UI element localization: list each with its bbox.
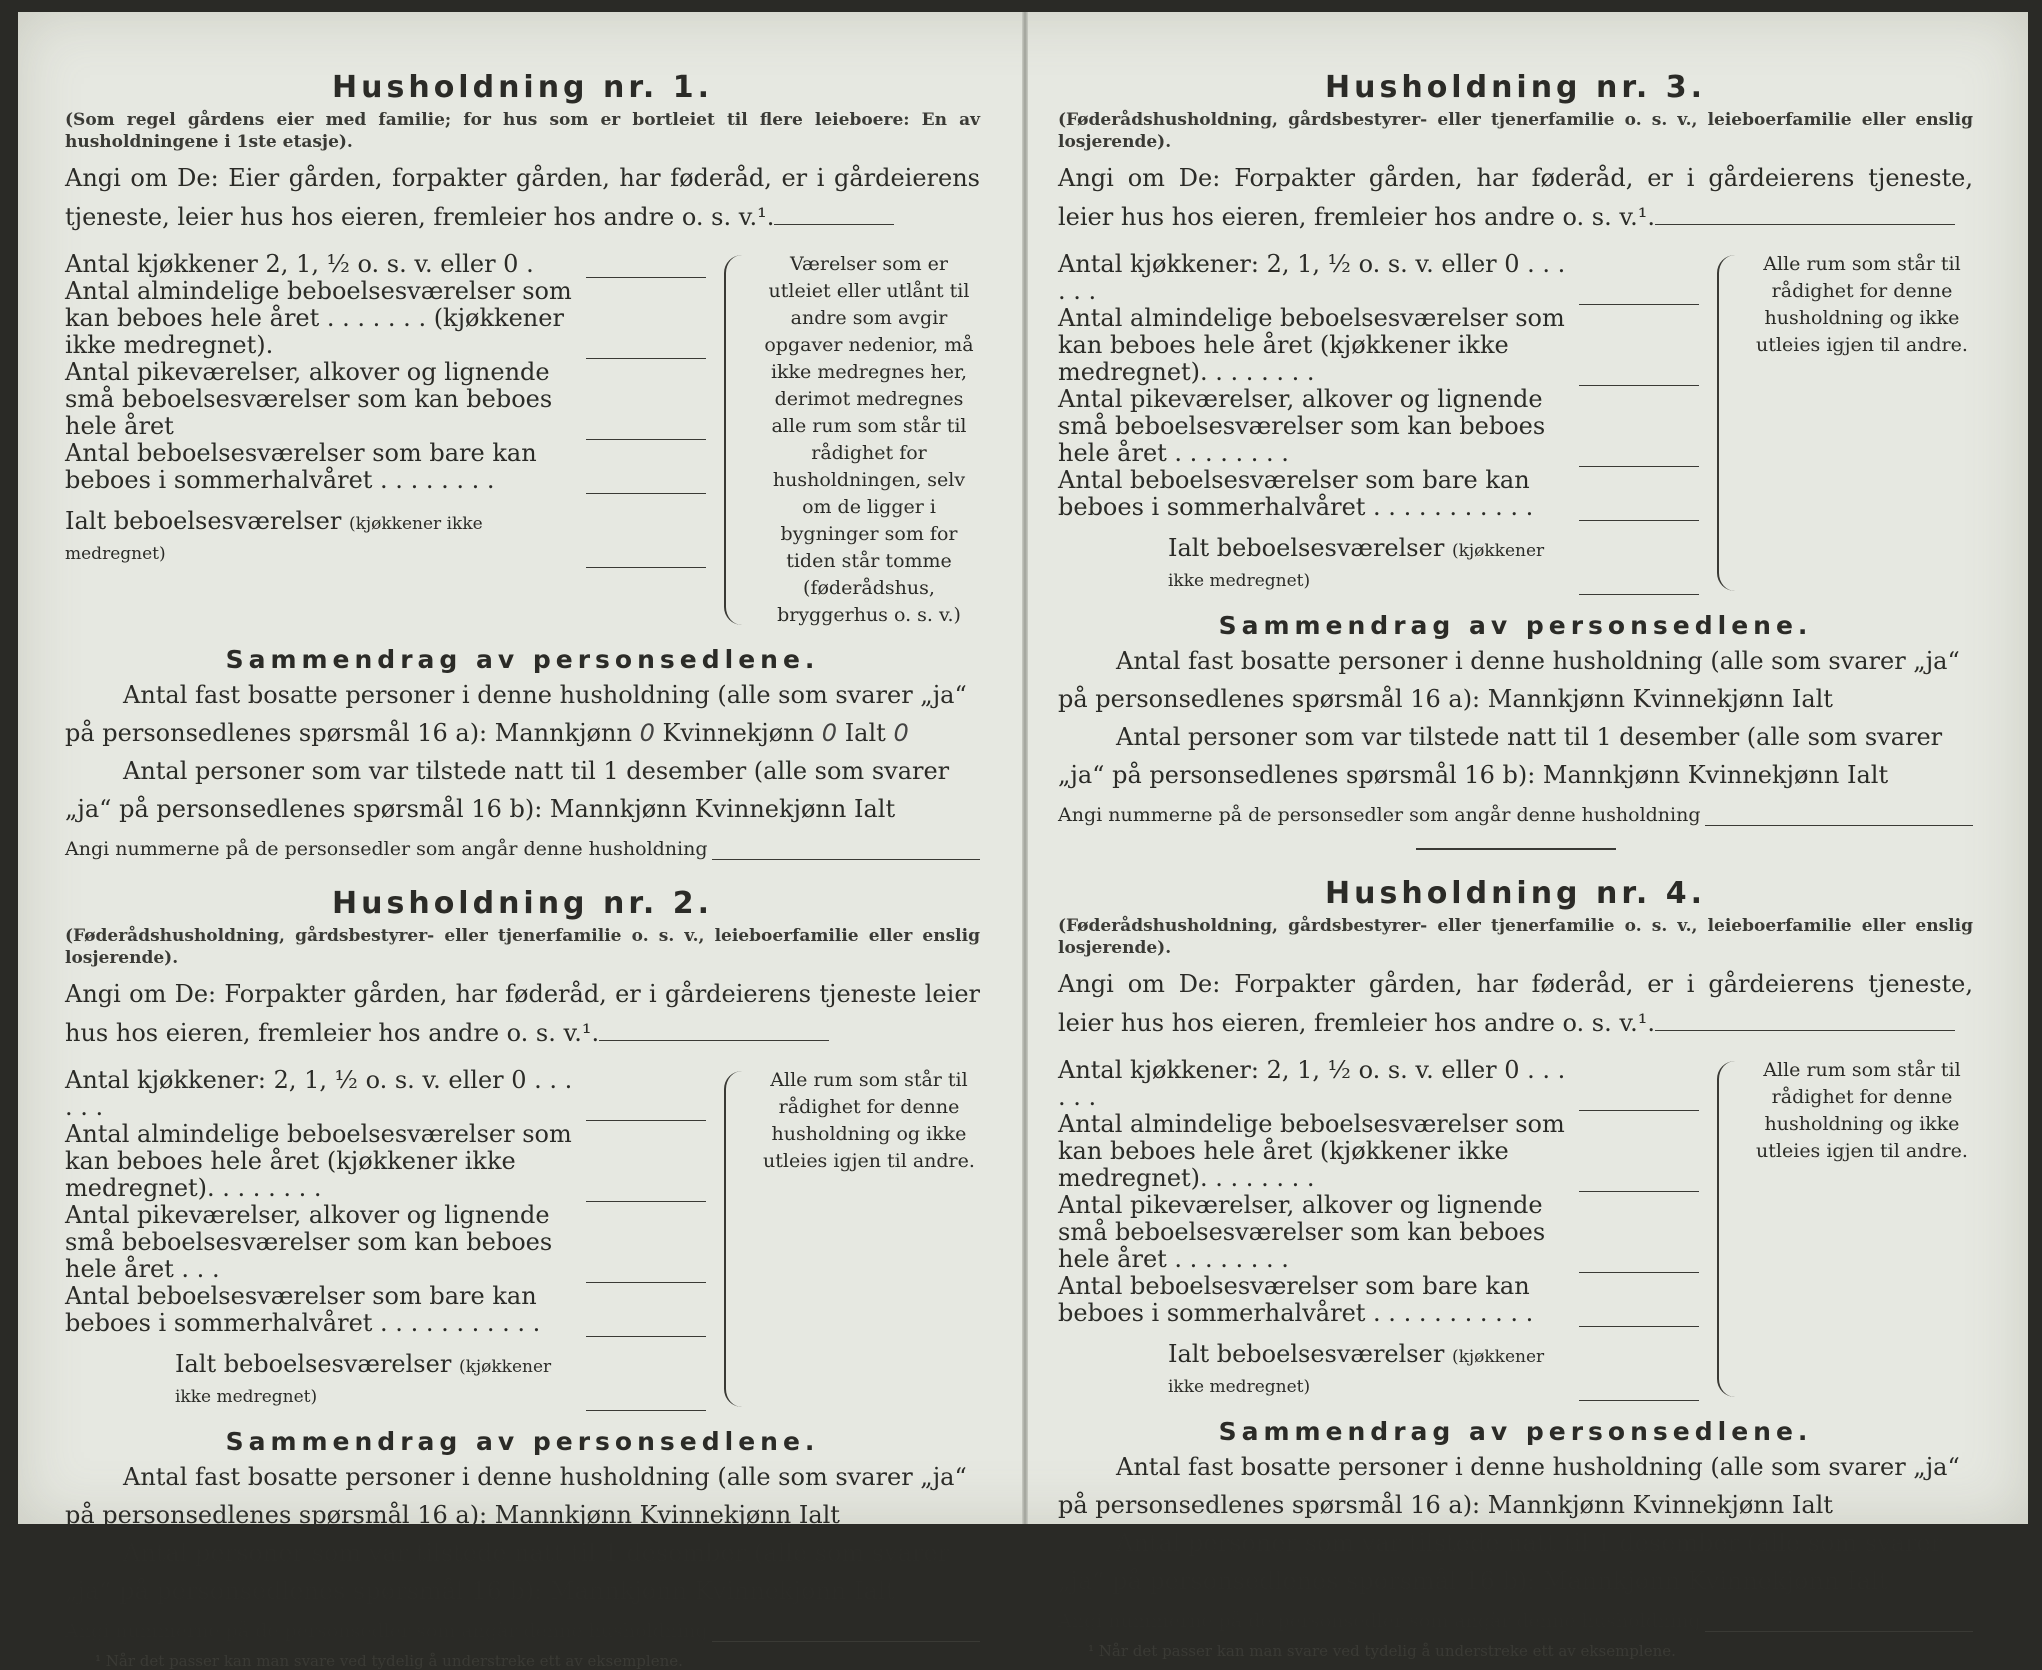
side-note: Alle rum som står til rådighet for denne husholdning og ikke utleies igjen til andre. <box>1756 1059 1968 1162</box>
room-answer-field[interactable] <box>586 1179 706 1202</box>
rooms-block <box>1058 1057 1973 1401</box>
rooms-total-field[interactable] <box>1579 572 1699 595</box>
household-title: Husholdning nr. 4. <box>1325 876 1706 911</box>
rooms-block <box>65 251 980 629</box>
room-answer-field[interactable] <box>1579 1304 1699 1327</box>
rooms-total-row <box>1058 535 1703 595</box>
summary-16b <box>65 752 980 828</box>
rooms-list <box>65 251 710 629</box>
household-title: Husholdning nr. 2. <box>332 886 713 921</box>
household-title: Husholdning nr. 1. <box>332 70 713 105</box>
room-row <box>65 1283 710 1337</box>
room-label: Antal almindelige beboelsesværelser som kan beboes hele året (kjøkkener ikke medregnet). . . . . . . . <box>1058 1110 1565 1192</box>
angi-question <box>65 159 980 237</box>
room-label: Antal beboelsesværelser som bare kan beboes i sommerhalvåret . . . . . . . . . . . <box>65 1282 541 1337</box>
room-label: Antal kjøkkener: 2, 1, ½ o. s. v. eller 0 . . . . . . <box>1058 250 1566 305</box>
room-row <box>65 1121 710 1202</box>
total-small: (kjøkkener ikke medregnet) <box>1168 541 1545 591</box>
room-answer-field[interactable] <box>1579 282 1699 305</box>
room-label: Antal kjøkkener: 2, 1, ½ o. s. v. eller 0 . . . . . . <box>65 1066 573 1121</box>
summary-16b <box>1058 1524 1973 1600</box>
nummer-field[interactable] <box>1705 1617 1973 1632</box>
ialt-16a-field[interactable] <box>893 719 908 747</box>
household-note: (Føderådshusholdning, gårdsbestyrer- eller tjenerfamilie o. s. v., leieboerfamilie eller enslig losjerende). <box>1058 110 1973 152</box>
kvinnekjonn-label: Kvinnekjønn <box>639 1501 792 1529</box>
side-note: Værelser som er utleiet eller utlånt til andre som avgir opgaver nedenior, må ikke medregnes her, derimot medregnes alle rum som står til rådighet for husholdningen, selv om de ligger i bygninger som for tiden står tomme (føderådshus, bryggerhus o. s. v.) <box>764 253 974 626</box>
room-row <box>1058 386 1703 467</box>
kvinnekjonn-label: Kvinnekjønn <box>694 1577 847 1605</box>
rooms-total-label <box>1168 1341 1573 1401</box>
summary-16a-text: Antal fast bosatte personer i denne husholdning (alle som svarer „ja“ på personsedlenes spørsmål 16 a): Mannkjønn <box>65 1463 967 1529</box>
room-answer-field[interactable] <box>1579 498 1699 521</box>
ialt-label: Ialt <box>1846 761 1889 789</box>
handwritten-value: 0 <box>893 719 909 747</box>
nummer-label: Angi nummerne på de personsedler som angår denne husholdning <box>65 838 708 860</box>
ialt-label: Ialt <box>1846 1567 1889 1595</box>
ialt-label: Ialt <box>798 1501 840 1529</box>
side-note: Alle rum som står til rådighet for denne husholdning og ikke utleies igjen til andre. <box>1756 253 1968 356</box>
angi-question <box>1058 159 1973 237</box>
summary-16a-text: Antal fast bosatte personer i denne husholdning (alle som svarer „ja“ på personsedlenes spørsmål 16 a): Mannkjønn <box>1058 647 1960 713</box>
room-row <box>1058 251 1703 305</box>
kvinnekjonn-label: Kvinnekjønn <box>1687 1567 1840 1595</box>
household-3 <box>1058 70 1973 850</box>
angi-text: Angi om De: Forpakter gården, har føderåd, er i gårdeierens tjeneste, leier hus hos eieren, fremleier hos andre o. s. v.¹. <box>1058 164 1973 231</box>
room-label: Antal pikeværelser, alkover og lignende små beboelsesværelser som kan beboes hele året . . . . . . . . <box>1058 1191 1546 1273</box>
room-row <box>1058 1111 1703 1192</box>
room-row <box>1058 305 1703 386</box>
room-label: Antal pikeværelser, alkover og lignende små beboelsesværelser som kan beboes hele året <box>65 358 553 440</box>
room-answer-field[interactable] <box>1579 1250 1699 1273</box>
mannkjonn-16a-field[interactable] <box>640 719 655 747</box>
summary-16a <box>1058 642 1973 718</box>
nummer-row <box>65 1620 980 1642</box>
summary-title: Sammendrag av personsedlene. <box>1218 611 1813 640</box>
summary-16a-text: Antal fast bosatte personer i denne husholdning (alle som svarer „ja“ på personsedlenes spørsmål 16 a): Mannkjønn <box>65 681 967 747</box>
total-text: Ialt beboelsesværelser <box>1168 534 1445 562</box>
angi-answer-field[interactable] <box>1655 1012 1955 1031</box>
handwritten-value: 0 <box>639 719 655 747</box>
room-row <box>65 359 710 440</box>
kvinnekjonn-label: Kvinnekjønn <box>1632 685 1785 713</box>
room-answer-field[interactable] <box>586 336 706 359</box>
kvinnekjonn-label: Kvinnekjønn <box>694 795 847 823</box>
summary-16a <box>1058 1448 1973 1524</box>
room-row <box>1058 1057 1703 1111</box>
rooms-total-label <box>175 1351 580 1411</box>
summary-16b <box>1058 718 1973 794</box>
total-text: Ialt beboelsesværelser <box>65 507 342 535</box>
brace <box>724 1071 752 1407</box>
rooms-list <box>1058 251 1703 595</box>
brace <box>724 255 752 625</box>
room-answer-field[interactable] <box>586 255 706 278</box>
total-small: (kjøkkener ikke medregnet) <box>175 1357 552 1407</box>
summary-16b-text: Antal personer som var tilstede natt til 1 desember (alle som svarer „ja“ på personsedlenes spørsmål 16 b): Mannkjønn <box>65 757 950 823</box>
handwritten-value: 0 <box>821 719 838 747</box>
room-label: Antal almindelige beboelsesværelser som kan beboes hele året (kjøkkener ikke medregnet). . . . . . . . <box>65 1120 572 1202</box>
rooms-total-label <box>65 508 580 568</box>
brace <box>1717 255 1745 591</box>
kvinnekjonn-label: Kvinnekjønn <box>662 719 815 747</box>
room-answer-field[interactable] <box>1579 363 1699 386</box>
room-answer-field[interactable] <box>1579 444 1699 467</box>
household-note: (Føderådshusholdning, gårdsbestyrer- eller tjenerfamilie o. s. v., leieboerfamilie eller enslig losjerende). <box>65 926 980 968</box>
nummer-label: Angi nummerne på de personsedler som angår denne husholdning <box>65 1620 708 1642</box>
room-label: Antal kjøkkener 2, 1, ½ o. s. v. eller 0 . <box>65 250 534 278</box>
summary-title: Sammendrag av personsedlene. <box>1218 1417 1813 1446</box>
ialt-label: Ialt <box>1791 685 1833 713</box>
room-row <box>65 1202 710 1283</box>
room-row <box>1058 1273 1703 1327</box>
total-small: (kjøkkener ikke medregnet) <box>1168 1347 1545 1397</box>
room-row <box>1058 1192 1703 1273</box>
household-1 <box>65 70 980 860</box>
right-page <box>1058 70 1973 1660</box>
angi-question <box>65 975 980 1053</box>
nummer-field[interactable] <box>1705 811 1973 826</box>
room-label: Antal beboelsesværelser som bare kan beboes i sommerhalvåret . . . . . . . . . . . <box>1058 1272 1534 1327</box>
household-title: Husholdning nr. 3. <box>1325 70 1706 105</box>
ialt-label: Ialt <box>853 795 896 823</box>
ialt-label: Ialt <box>844 719 886 747</box>
ialt-label: Ialt <box>1791 1491 1833 1519</box>
rooms-total-label <box>1168 535 1573 595</box>
nummer-field[interactable] <box>712 1627 980 1642</box>
rooms-list <box>1058 1057 1703 1401</box>
room-answer-field[interactable] <box>586 1098 706 1121</box>
angi-question <box>1058 965 1973 1043</box>
household-note: (Som regel gårdens eier med familie; for hus som er bortleiet til flere leieboere: En av husholdningene i 1ste etasje). <box>65 110 980 152</box>
brace <box>1717 1061 1745 1397</box>
room-label: Antal kjøkkener: 2, 1, ½ o. s. v. eller 0 . . . . . . <box>1058 1056 1566 1111</box>
kvinnekjonn-16a-field[interactable] <box>822 719 837 747</box>
household-2 <box>65 886 980 1670</box>
section-divider <box>1416 848 1616 850</box>
summary-title: Sammendrag av personsedlene. <box>225 1427 820 1456</box>
side-note: Alle rum som står til rådighet for denne husholdning og ikke utleies igjen til andre. <box>763 1069 975 1172</box>
summary-16b-text: Antal personer som var tilstede natt til 1 desember (alle som svarer „ja“ på personsedlenes spørsmål 16 b): Mannkjønn <box>65 1539 950 1605</box>
kvinnekjonn-label: Kvinnekjønn <box>1632 1491 1785 1519</box>
summary-title: Sammendrag av personsedlene. <box>225 645 820 674</box>
rooms-block <box>65 1067 980 1411</box>
angi-answer-field[interactable] <box>774 206 894 225</box>
nummer-field[interactable] <box>712 845 980 860</box>
room-label: Antal beboelsesværelser som bare kan beboes i sommerhalvåret . . . . . . . . <box>65 439 537 494</box>
room-label: Antal pikeværelser, alkover og lignende små beboelsesværelser som kan beboes hele året . . . . . . . . <box>1058 385 1546 467</box>
household-note: (Føderådshusholdning, gårdsbestyrer- eller tjenerfamilie o. s. v., leieboerfamilie eller enslig losjerende). <box>1058 916 1973 958</box>
room-answer-field[interactable] <box>586 471 706 494</box>
room-answer-field[interactable] <box>1579 1088 1699 1111</box>
summary-16a <box>65 1458 980 1534</box>
room-answer-field[interactable] <box>1579 1169 1699 1192</box>
nummer-row <box>1058 1610 1973 1632</box>
ialt-label: Ialt <box>853 1577 896 1605</box>
page-fold <box>1022 12 1028 1524</box>
room-label: Antal pikeværelser, alkover og lignende små beboelsesværelser som kan beboes hele året . . . <box>65 1201 553 1283</box>
nummer-label: Angi nummerne på de personsedler som angår denne husholdning <box>1058 804 1701 826</box>
room-label: Antal almindelige beboelsesværelser som kan beboes hele året (kjøkkener ikke medregnet). . . . . . . . <box>1058 304 1565 386</box>
rooms-total-field[interactable] <box>1579 1378 1699 1401</box>
left-page <box>65 70 980 1670</box>
rooms-total-field[interactable] <box>586 1388 706 1411</box>
room-label: Antal almindelige beboelsesværelser som kan beboes hele året . . . . . . . (kjøkkener ikke medregnet). <box>65 277 572 359</box>
rooms-list <box>65 1067 710 1411</box>
rooms-total-row <box>65 1351 710 1411</box>
total-small: (kjøkkener ikke medregnet) <box>65 514 483 564</box>
angi-text: Angi om De: Eier gården, forpakter gården, har føderåd, er i gårdeierens tjeneste, leier hus hos eieren, fremleier hos andre o. s. v.¹. <box>65 164 980 231</box>
rooms-block <box>1058 251 1973 595</box>
room-answer-field[interactable] <box>586 417 706 440</box>
summary-16b <box>65 1534 980 1610</box>
room-row <box>65 440 710 494</box>
kvinnekjonn-label: Kvinnekjønn <box>1687 761 1840 789</box>
room-row <box>65 278 710 359</box>
nummer-row <box>65 838 980 860</box>
room-row <box>65 251 710 278</box>
nummer-row <box>1058 804 1973 826</box>
footnote: ¹ Når det passer kan man svare ved tydelig å understreke ett av eksemplene. <box>1088 1642 1676 1660</box>
summary-16b-text: Antal personer som var tilstede natt til 1 desember (alle som svarer „ja“ på personsedlenes spørsmål 16 b): Mannkjønn <box>1058 1529 1943 1595</box>
rooms-total-row <box>1058 1341 1703 1401</box>
nummer-label: Angi nummerne på de personsedler som angår denne husholdning <box>1058 1610 1701 1632</box>
angi-text: Angi om De: Forpakter gården, har føderåd, er i gårdeierens tjeneste, leier hus hos eieren, fremleier hos andre o. s. v.¹. <box>1058 970 1973 1037</box>
room-row <box>1058 467 1703 521</box>
rooms-total-row <box>65 508 710 568</box>
angi-answer-field[interactable] <box>1655 206 1955 225</box>
angi-text: Angi om De: Forpakter gården, har føderåd, er i gårdeierens tjeneste leier hus hos eieren, fremleier hos andre o. s. v.¹. <box>65 980 980 1047</box>
total-text: Ialt beboelsesværelser <box>175 1350 452 1378</box>
summary-16a <box>65 676 980 752</box>
room-answer-field[interactable] <box>586 1314 706 1337</box>
room-row <box>65 1067 710 1121</box>
household-4 <box>1058 876 1973 1660</box>
total-text: Ialt beboelsesværelser <box>1168 1340 1445 1368</box>
summary-16b-text: Antal personer som var tilstede natt til 1 desember (alle som svarer „ja“ på personsedlenes spørsmål 16 b): Mannkjønn <box>1058 723 1943 789</box>
rooms-total-field[interactable] <box>586 545 706 568</box>
summary-16a-text: Antal fast bosatte personer i denne husholdning (alle som svarer „ja“ på personsedlenes spørsmål 16 a): Mannkjønn <box>1058 1453 1960 1519</box>
angi-answer-field[interactable] <box>599 1022 829 1041</box>
room-label: Antal beboelsesværelser som bare kan beboes i sommerhalvåret . . . . . . . . . . . <box>1058 466 1534 521</box>
room-answer-field[interactable] <box>586 1260 706 1283</box>
footnote: ¹ Når det passer kan man svare ved tydelig å understreke ett av eksemplene. <box>95 1652 683 1670</box>
